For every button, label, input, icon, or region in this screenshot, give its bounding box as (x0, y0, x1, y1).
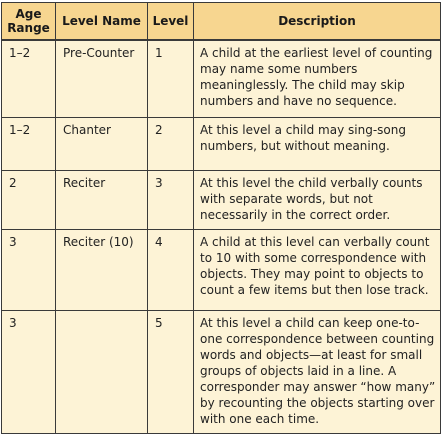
counting-levels-table (1, 2, 441, 434)
age-range-cell: 3 (2, 230, 56, 311)
level-name-cell: Reciter (10) (56, 230, 148, 311)
level-cell: 5 (148, 311, 194, 434)
description-cell: At this level a child can keep one-to-one correspondence between counting words and objects—at least for small groups of objects laid in a line. A corresponder may answer “how many” by recounting the objects starting over with one each time. (194, 311, 441, 434)
header-level-name: Level Name (56, 3, 148, 41)
level-name-cell (56, 311, 148, 434)
header-description: Description (194, 3, 441, 41)
description-cell: A child at this level can verbally count to 10 with some correspondence with objects. They may point to objects to count a few items but then lose track. (194, 230, 441, 311)
header-age-range: Age Range (2, 3, 56, 41)
level-name-cell: Chanter (56, 118, 148, 171)
level-cell: 3 (148, 171, 194, 230)
level-name-cell: Reciter (56, 171, 148, 230)
age-range-cell: 1–2 (2, 40, 56, 118)
description-cell: A child at the earliest level of counting may name some numbers meaninglessly. The child may skip numbers and have no sequence. (194, 40, 441, 118)
header-row (2, 3, 441, 41)
table-row (2, 40, 441, 118)
description-cell: At this level a child may sing-song numbers, but without meaning. (194, 118, 441, 171)
table-row (2, 118, 441, 171)
level-cell: 1 (148, 40, 194, 118)
age-range-cell: 1–2 (2, 118, 56, 171)
level-cell: 2 (148, 118, 194, 171)
header-level: Level (148, 3, 194, 41)
age-range-cell: 2 (2, 171, 56, 230)
table-row (2, 230, 441, 311)
level-cell: 4 (148, 230, 194, 311)
description-cell: At this level the child verbally counts with separate words, but not necessarily in the correct order. (194, 171, 441, 230)
age-range-cell: 3 (2, 311, 56, 434)
table-row (2, 311, 441, 434)
level-name-cell: Pre-Counter (56, 40, 148, 118)
table-row (2, 171, 441, 230)
